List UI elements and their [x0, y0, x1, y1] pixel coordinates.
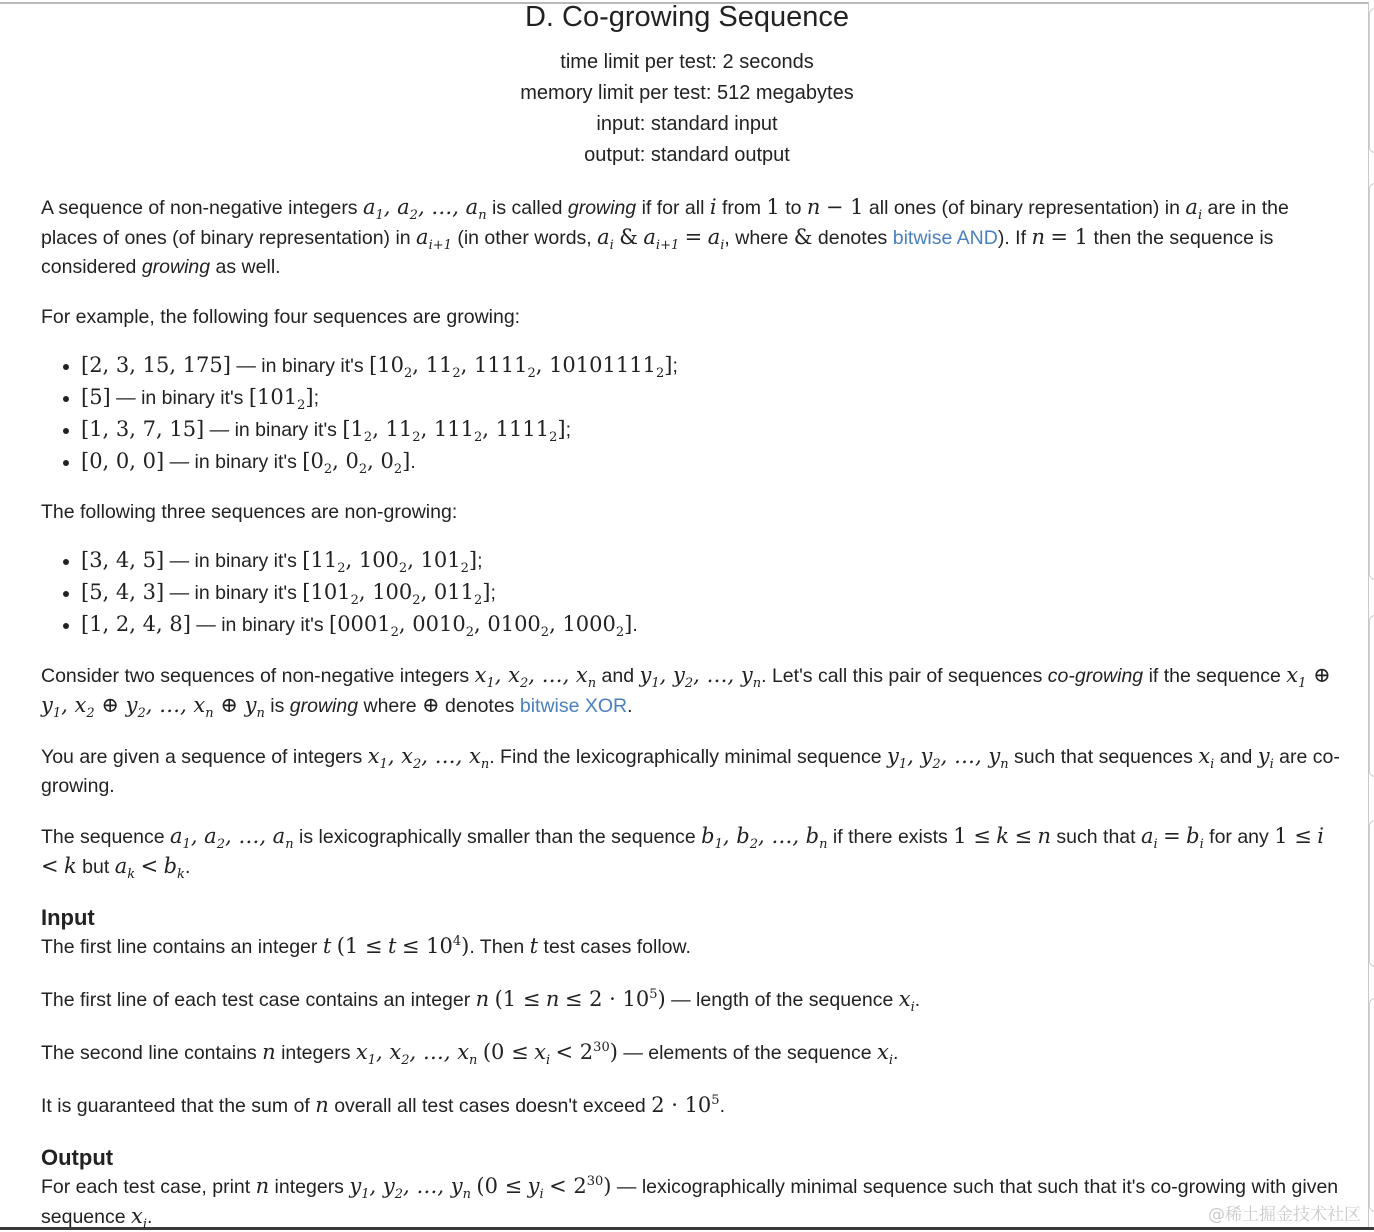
side-panel-edge	[1369, 615, 1374, 777]
side-panel-edge	[1369, 998, 1374, 1212]
list-item: • [5] — in binary it's $[101_2]$;	[81, 382, 1341, 414]
statement-paragraph: The following three sequences are non-growing:	[41, 501, 458, 523]
growing-examples-list	[41, 350, 1341, 478]
list-item: • [0, 0, 0] — in binary it's [$0_2$, $0_2$, $0_2$].	[81, 446, 1341, 478]
bitwise-xor-link[interactable]: bitwise XOR	[519, 695, 628, 717]
input-paragraph: It is guaranteed that the sum of n overall all test cases doesn't exceed $2 \cdot 10^5$.	[41, 1093, 725, 1117]
input-file: input: standard input	[596, 113, 778, 135]
problem-statement	[41, 193, 1341, 1232]
input-paragraph: The first line contains an integer t $(1 \le t \le 10^4)$. Then t test cases follow.	[41, 934, 691, 958]
statement-paragraph: You are given a sequence of integers $x_1$, $x_2$, …, $x_n$. Find the lexicographically minimal sequence $y_1$, $y_2$, …, $y_n$ such that sequences $x_i$ and $y_i$ are co-growing.	[41, 744, 1340, 797]
list-item: • [5, 4, 3] — in binary it's [$101_2$, $100_2$, $011_2$];	[81, 577, 1341, 609]
memory-limit: memory limit per test: 512 megabytes	[520, 82, 854, 104]
input-section-title: Input	[41, 905, 95, 930]
list-item: • [3, 4, 5] — in binary it's [$11_2$, $100_2$, $101_2$];	[81, 545, 1341, 577]
bitwise-and-link[interactable]: bitwise AND	[892, 227, 998, 249]
list-item: • [2, 3, 15, 175] — in binary it's [$10_2$, $11_2$, $1111_2$, $10101111_2$];	[81, 350, 1341, 382]
list-item: • [1, 3, 7, 15] — in binary it's [$1_2$, $11_2$, $111_2$, $1111_2$];	[81, 414, 1341, 446]
list-item: • [1, 2, 4, 8] — in binary it's [$0001_2$, $0010_2$, $0100_2$, $1000_2$].	[81, 609, 1341, 641]
input-paragraph: The second line contains n integers $x_1$, $x_2$, …, $x_n$ $(0 \le x_i < 2^{30})$ — elements of the sequence $x_i$.	[41, 1040, 899, 1069]
problem-header	[0, 0, 1374, 171]
time-limit: time limit per test: 2 seconds	[560, 51, 814, 73]
input-paragraph: The first line of each test case contains an integer n $(1 \le n \le 2 \cdot 10^5)$ — length of the sequence $x_i$.	[41, 987, 921, 1016]
output-section-title: Output	[41, 1145, 114, 1170]
statement-paragraph: Consider two sequences of non-negative integers $x_1$, $x_2$, …, $x_n$ and $y_1$, $y_2$, …, $y_n$. Let's call this pair of sequences co-growing if the sequence $x_1$ ⊕ $y_1$, $x_2$ ⊕ $y_2$, …, $x_n$ ⊕ $y_n$ is growing where ⊕ denotes bitwise XOR.	[41, 663, 1331, 722]
statement-paragraph: A sequence of non-negative integers $a_1$, $a_2$, …, $a_n$ is called growing if for all i from 1 to n − 1 all ones (of binary representation) in $a_i$ are in the places of ones (of binary representation) in $a_{i+1}$ (in other words, $a_i$ & $a_{i+1} = a_i$, where & denotes bitwise AND). If n = 1 then the sequence is considered growing as well.	[41, 195, 1289, 278]
output-file: output: standard output	[584, 144, 790, 166]
problem-title: D. Co-growing Sequence	[524, 1, 849, 33]
statement-paragraph: The sequence $a_1$, $a_2$, …, $a_n$ is lexicographically smaller than the sequence $b_1$, $b_2$, …, $b_n$ if there exists 1 ≤ k ≤ n such that $a_i = b_i$ for any 1 ≤ i < k but $a_k < b_k$.	[41, 824, 1324, 883]
side-panel-edge	[1369, 183, 1374, 580]
watermark: @稀土掘金技术社区	[1208, 1205, 1361, 1225]
side-panel-edge	[1369, 820, 1374, 967]
statement-paragraph: For example, the following four sequences are growing:	[41, 306, 521, 328]
output-paragraph: For each test case, print n integers $y_1$, $y_2$, …, $y_n$ $(0 \le y_i < 2^{30})$ — lexicographically minimal sequence such that such that it's co-growing with given sequence $x_i$.	[41, 1174, 1339, 1232]
non-growing-examples-list	[41, 545, 1341, 641]
